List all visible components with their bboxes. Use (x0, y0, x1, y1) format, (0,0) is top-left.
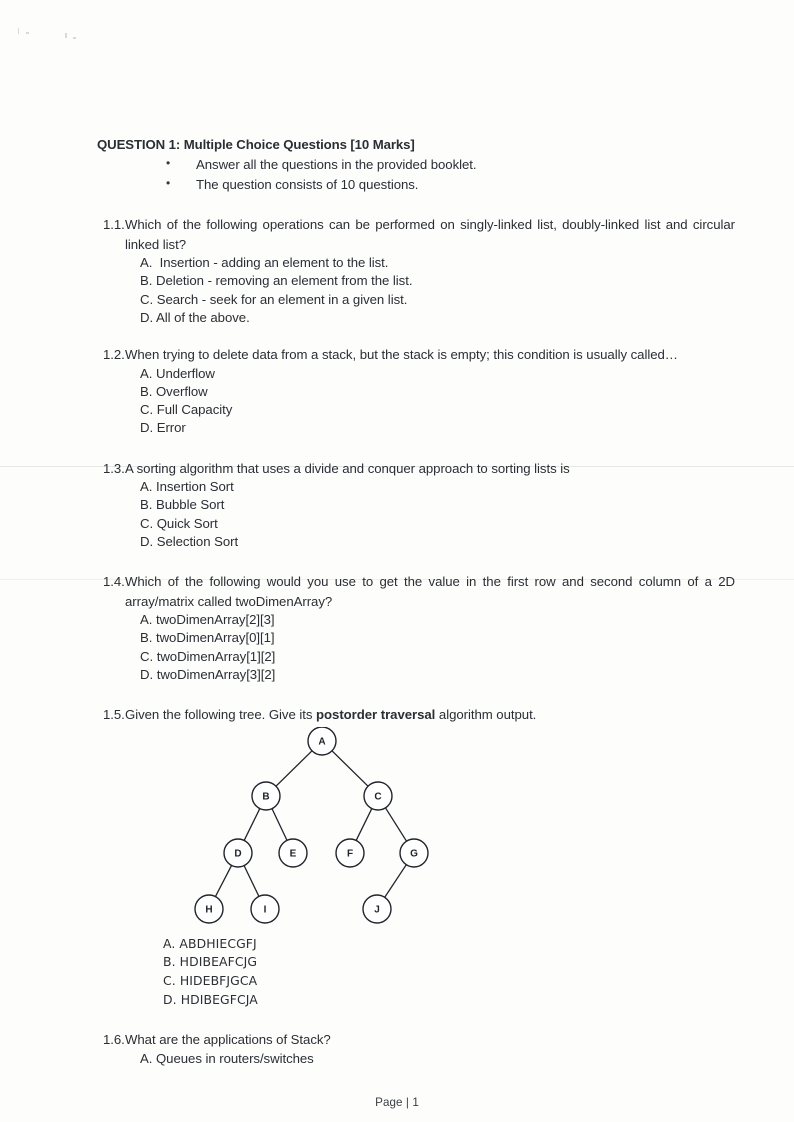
question-1-5 (97, 705, 735, 724)
question-text-part: Given the following tree. Give its (125, 707, 317, 723)
binary-tree-svg (0, 727, 794, 935)
question-1-1 (97, 215, 735, 254)
tree-node-label: J (374, 904, 380, 916)
question-text: Which of the following would you use to get the value in the first row and second column of a 2D array/matrix called twoDimenArray? (125, 574, 735, 609)
option-item[interactable]: A. Queues in routers/switches (140, 1050, 314, 1066)
tree-node-label: E (289, 848, 297, 860)
option-item[interactable]: B. Overflow (140, 383, 208, 399)
option-item[interactable]: A. Insertion - adding an element to the list. (140, 254, 389, 270)
question-text: A sorting algorithm that uses a divide and conquer approach to sorting lists is (125, 460, 570, 476)
question-text-emphasis: postorder traversal (316, 707, 436, 723)
tree-node-A (308, 727, 336, 755)
tree-node-label: D (234, 848, 242, 860)
question-number: 1.3. (103, 460, 125, 476)
option-item[interactable]: B. twoDimenArray[0][1] (140, 630, 275, 646)
question-1-4 (97, 572, 735, 611)
options-1-4 (97, 611, 735, 684)
tree-edge-B-E (272, 808, 287, 840)
tree-node-label: A (318, 736, 326, 748)
tree-node-J (363, 895, 391, 923)
question-1-6 (97, 1030, 735, 1049)
tree-node-label: C (374, 791, 382, 803)
tree-edge-A-B (276, 751, 312, 786)
scan-speck (73, 37, 76, 39)
options-1-6 (97, 1050, 735, 1068)
question-number: 1.6. (103, 1032, 125, 1048)
option-item[interactable]: D. Selection Sort (140, 534, 239, 550)
question-text: Which of the following operations can be performed on singly-linked list, doubly-linked list and circular linked list? (125, 217, 735, 252)
binary-tree-diagram (97, 727, 735, 935)
question-number: 1.5. (103, 707, 125, 723)
question-text: What are the applications of Stack? (125, 1032, 331, 1048)
tree-node-F (336, 839, 364, 867)
option-item[interactable]: D. twoDimenArray[3][2] (140, 667, 276, 683)
tree-node-H (195, 895, 223, 923)
option-item[interactable]: A. ABDHIECGFJ (163, 935, 257, 951)
tree-edge-A-C (332, 751, 368, 786)
option-item[interactable]: B. Deletion - removing an element from the list. (140, 273, 413, 289)
tree-node-C (364, 782, 392, 810)
option-item[interactable]: A. Underflow (140, 365, 215, 381)
tree-node-D (224, 839, 252, 867)
tree-edge-C-G (385, 808, 406, 841)
question-number: 1.1. (103, 217, 125, 233)
tree-node-label: H (205, 904, 213, 916)
option-item[interactable]: C. Quick Sort (140, 515, 218, 531)
options-1-2 (97, 365, 735, 438)
instruction-item: • Answer all the questions in the provided booklet. (97, 155, 735, 175)
options-1-5 (97, 935, 735, 1009)
question-text (125, 705, 735, 724)
tree-edge-G-J (385, 864, 407, 897)
options-1-1 (97, 254, 735, 327)
option-item[interactable]: C. Full Capacity (140, 402, 233, 418)
tree-node-E (279, 839, 307, 867)
scan-speck (65, 33, 67, 38)
option-item[interactable]: B. Bubble Sort (140, 497, 225, 513)
tree-node-G (400, 839, 428, 867)
question-number: 1.2. (103, 347, 125, 363)
tree-node-B (252, 782, 280, 810)
page-title: QUESTION 1: Multiple Choice Questions [10 Marks] (97, 137, 415, 152)
question-number: 1.4. (103, 574, 125, 590)
tree-edge-B-D (244, 808, 260, 840)
exam-content (97, 136, 735, 1068)
option-item[interactable]: C. twoDimenArray[1][2] (140, 648, 276, 664)
option-item[interactable]: A. Insertion Sort (140, 479, 234, 495)
tree-node-label: G (410, 848, 418, 860)
page-footer: Page | 1 (375, 1096, 419, 1109)
option-item[interactable]: C. Search - seek for an element in a given list. (140, 291, 408, 307)
option-item[interactable]: A. twoDimenArray[2][3] (140, 612, 275, 628)
scan-speck (26, 32, 29, 34)
question-1-2 (97, 345, 735, 364)
question-text: When trying to delete data from a stack, but the stack is empty; this condition is usually called… (125, 347, 678, 363)
question-text-part: algorithm output. (435, 707, 537, 723)
tree-node-label: B (262, 791, 270, 803)
option-item[interactable]: D. All of the above. (140, 309, 250, 325)
tree-node-label: I (263, 904, 267, 916)
option-item[interactable]: D. Error (140, 420, 186, 436)
option-item[interactable]: D. HDIBEGFCJA (163, 991, 258, 1007)
tree-node-I (251, 895, 279, 923)
options-1-3 (97, 478, 735, 551)
question-1-3 (97, 459, 735, 478)
option-item[interactable]: C. HIDEBFJGCA (163, 972, 258, 988)
tree-edge-D-H (215, 865, 231, 896)
option-item[interactable]: B. HDIBEAFCJG (163, 954, 258, 970)
tree-edge-D-I (244, 865, 259, 896)
tree-edge-C-F (356, 808, 372, 840)
tree-node-label: F (346, 848, 354, 860)
instruction-item: • The question consists of 10 questions. (97, 175, 735, 195)
scan-speck (18, 28, 19, 34)
instruction-list (97, 155, 735, 194)
